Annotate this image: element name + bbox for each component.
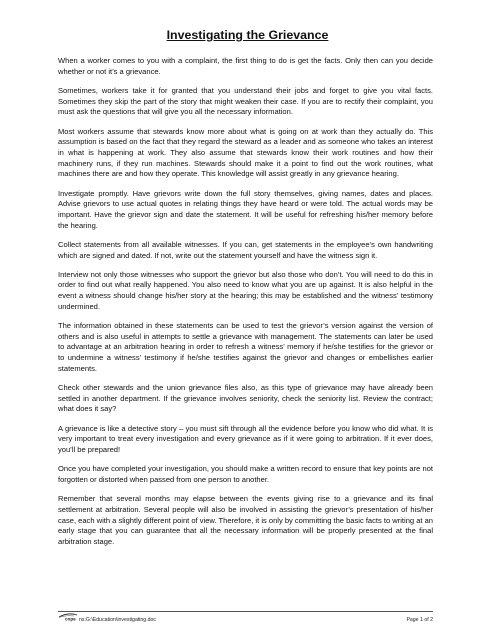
paragraph: Investigate promptly. Have grievors write down the full story themselves, giving names, dates and places. Advise grievors to use actual quotes in relating things they have heard or were told. The actual words may be important. Have the grievor sign and date the statement. It will be useful for refreshing his/her memory before the hearing.	[58, 188, 433, 230]
paragraph: Once you have completed your investigation, you should make a written record to ensure that key points are not forgotten or distorted when passed from one person to another.	[58, 464, 433, 484]
document-body	[58, 56, 433, 556]
footer-file-path: ns:G:\Education\investigating.doc	[79, 617, 156, 623]
paragraph: A grievance is like a detective story – you must sift through all the evidence before you know who did what. It is very important to treat every investigation and every grievance as if it were going to arbitration. If it ever does, you’ll be prepared!	[58, 423, 433, 455]
cope-logo-icon	[58, 612, 78, 624]
document-title: Investigating the Grievance	[166, 28, 329, 42]
footer-page-number: Page 1 of 2	[406, 617, 433, 623]
paragraph: Check other stewards and the union grievance files also, as this type of grievance may have already been settled in another department. If the grievance involves seniority, check the seniority list. Review the contract; what does it say?	[58, 383, 433, 414]
paragraph: The information obtained in these statements can be used to test the grievor’s version against the version of others and is also useful in attempts to settle a grievance with management. The statements can later be used to advantage at an arbitration hearing in order to refresh a witness’ memory if he/she testifies for the grievor or to undermine a witness’ testimony if he/she testifies against the grievor and changes or embellishes earlier statements.	[58, 321, 433, 373]
footer-divider	[58, 611, 433, 612]
paragraph: When a worker comes to you with a complaint, the first thing to do is get the facts. Only then can you decide whether or not it’s a grievance.	[58, 56, 433, 76]
paragraph: Sometimes, workers take it for granted that you understand their jobs and forget to give you vital facts. Sometimes they skip the part of the story that might weaken their case. If you are to rectify their complaint, you must ask the questions that will give you all the necessary information.	[58, 85, 433, 117]
logo-text: cope	[65, 616, 76, 622]
paragraph: Most workers assume that stewards know more about what is going on at work than they actually do. This assumption is based on the fact that they regard the steward as a leader and as someone who takes an interest in what is happening at work. They also assume that stewards know their work routines and how their machinery runs, if they run machines. Stewards should make it a point to find out the work routines, what machines there are and how they operate. This knowledge will assist greatly in any grievance hearing.	[58, 126, 433, 179]
paragraph: Remember that several months may elapse between the events giving rise to a grievance and its final settlement at arbitration. Several people will also be involved in assisting the grievor’s presentation of his/her case, each with a slightly different point of view. Therefore, it is only by committing the basic facts to writing at an early stage that you can guarantee that all the necessary information will be properly presented at the final arbitration stage.	[58, 494, 433, 547]
paragraph: Collect statements from all available witnesses. If you can, get statements in the employee’s own handwriting which are signed and dated. If not, write out the statement yourself and have the witness sign it.	[58, 239, 433, 260]
paragraph: Interview not only those witnesses who support the grievor but also those who don’t. You will need to do this in order to find out what really happened. You also need to know what you are up against. It is also helpful in the event a witness should change his/her story at the hearing; this may be established and the witness’ testimony undermined.	[58, 269, 433, 311]
